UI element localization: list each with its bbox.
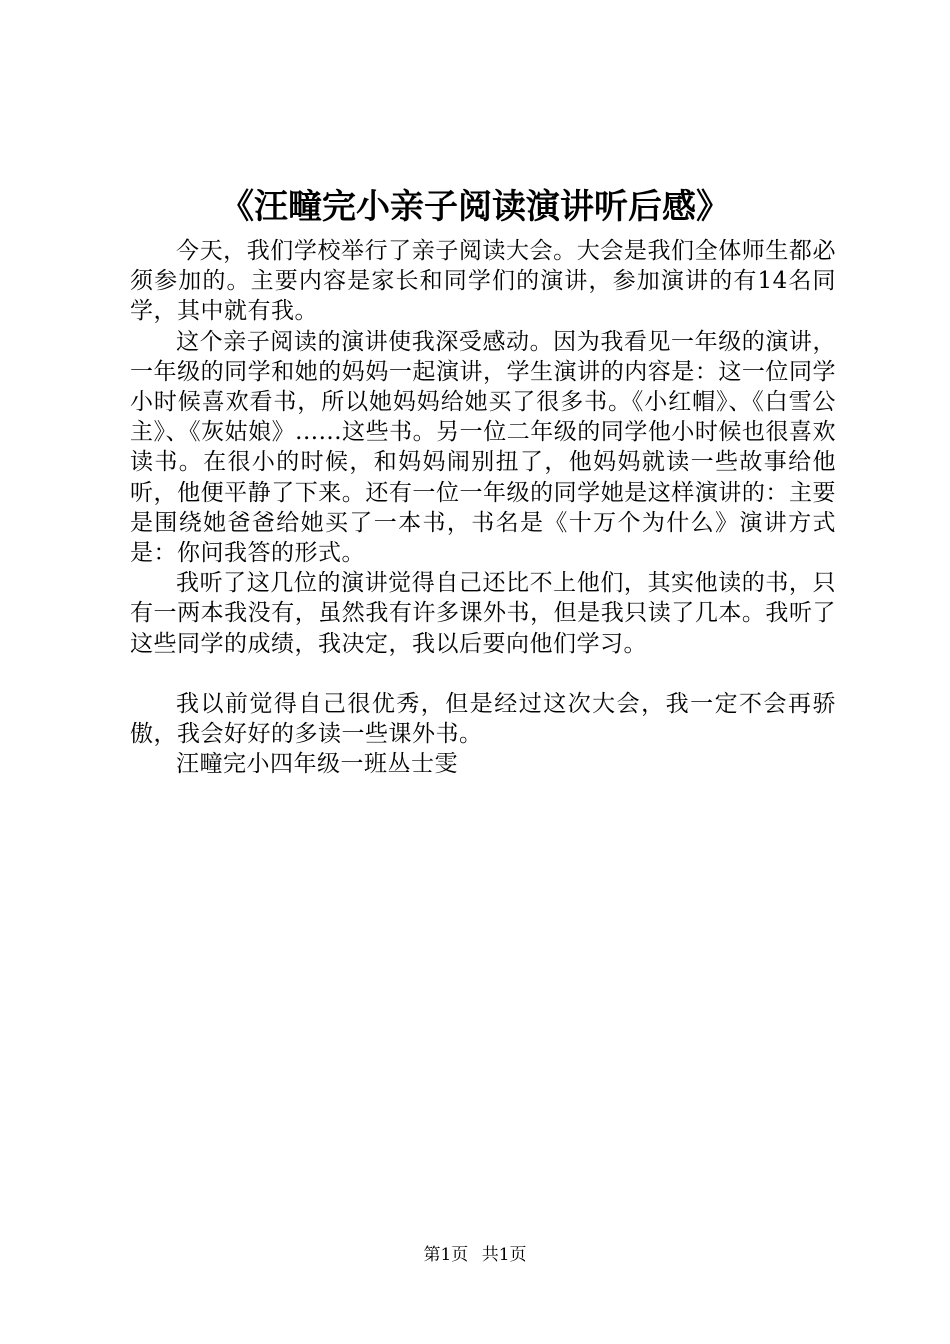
page-footer [0,1243,950,1267]
document-body [130,236,836,779]
page-number: 第1页 [423,1245,469,1265]
signature: 汪疃完小四年级一班丛士雯 [176,751,458,778]
paragraph-4: 我以前觉得自己很优秀，但是经过这次大会，我一定不会再骄傲，我会好好的多读一些课外书。 [130,690,836,748]
document-title: 《汪疃完小亲子阅读演讲听后感》 [220,187,730,227]
paragraph-1: 今天，我们学校举行了亲子阅读大会。大会是我们全体师生都必须参加的。主要内容是家长和同学们的演讲，参加演讲的有14名同学，其中就有我。 [130,238,836,325]
page-total: 共1页 [481,1245,527,1265]
paragraph-3: 我听了这几位的演讲觉得自己还比不上他们，其实他读的书，只有一两本我没有，虽然我有许多课外书，但是我只读了几本。我听了这些同学的成绩，我决定，我以后要向他们学习。 [130,570,836,657]
paragraph-2: 这个亲子阅读的演讲使我深受感动。因为我看见一年级的演讲，一年级的同学和她的妈妈一起演讲，学生演讲的内容是：这一位同学小时候喜欢看书，所以她妈妈给她买了很多书。《小红帽》、《白雪公主》、《灰姑娘》......这些书。另一位二年级的同学他小时候也很喜欢读书。在很小的时候，和妈妈闹别扭了，他妈妈就读一些故事给他听，他便平静了下来。还有一位一年级的同学她是这样演讲的：主要是围绕她爸爸给她买了一本书，书名是《十万个为什么》演讲方式是：你问我答的形式。 [130,328,836,567]
